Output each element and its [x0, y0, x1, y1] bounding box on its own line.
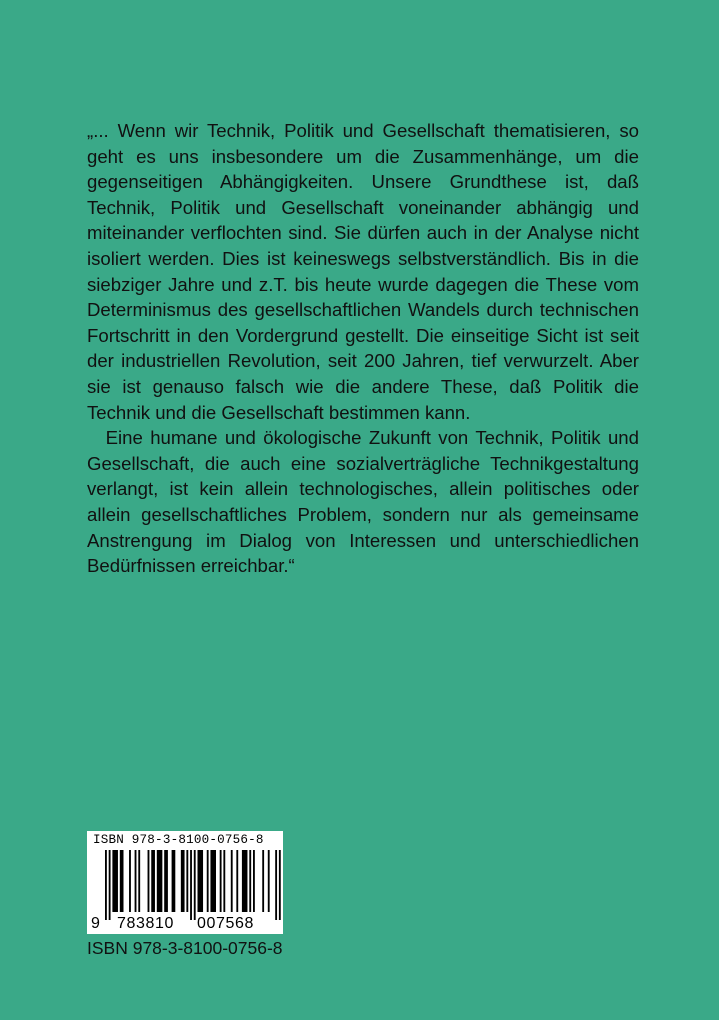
barcode-bar — [129, 850, 131, 912]
blurb-text — [87, 118, 639, 579]
barcode-guard-bar — [279, 850, 281, 920]
barcode-bar — [262, 850, 264, 912]
barcode-bar — [181, 850, 185, 912]
barcode-bar — [198, 850, 204, 912]
isbn-barcode — [87, 831, 283, 934]
barcode-bar — [207, 850, 209, 912]
barcode-bar — [236, 850, 238, 912]
barcode-guard-bar — [275, 850, 277, 920]
barcode-bar — [242, 850, 248, 912]
barcode-bar — [148, 850, 150, 912]
isbn-number: ISBN 978-3-8100-0756-8 — [87, 938, 283, 958]
barcode-bar — [135, 850, 137, 912]
barcode-bar — [112, 850, 118, 912]
barcode-bar — [268, 850, 270, 912]
barcode-bar — [253, 850, 255, 912]
barcode-digits-right: 007568 — [197, 915, 254, 932]
barcode-guard-bar — [190, 850, 192, 920]
barcode-bar — [249, 850, 251, 912]
barcode-bar — [151, 850, 155, 912]
barcode-digits-left: 783810 — [117, 915, 174, 932]
barcode-guard-bar — [105, 850, 107, 920]
barcode-bar — [164, 850, 168, 912]
barcode-bar — [210, 850, 216, 912]
barcode-bar — [138, 850, 140, 912]
barcode-bar — [157, 850, 163, 912]
blurb-paragraph-1: „... Wenn wir Technik, Politik und Gesellschaft thematisieren, so geht es uns insbesondere um die Zusammenhänge, um die gegenseitigen Abhängigkeiten. Unsere Grundthese ist, daß Technik, Politik und Gesellschaft voneinander abhängig und miteinander verflochten sind. Sie dürfen auch in der Analyse nicht isoliert werden. Dies ist keineswegs selbstverständlich. Bis in die siebziger Jahre und z.T. bis heute wurde dagegen die These vom Determinismus des gesellschaftlichen Wandels durch technischen Fortschritt in den Vordergrund gestellt. Die einseitige Sicht ist seit der industriellen Revolution, seit 200 Jahren, tief verwurzelt. Aber sie ist genauso falsch wie die andere These, daß Politik die Technik und die Gesellschaft bestimmen kann. — [87, 120, 639, 423]
barcode-bar — [120, 850, 124, 912]
blurb-paragraph-2: Eine humane und ökologische Zukunft von Technik, Politik und Gesellschaft, die auch eine sozialverträgliche Technikgestaltung verlangt, ist kein allein technologisches, allein politisches oder allein gesellschaftliches Problem, sondern nur als gemeinsame Anstrengung im Dialog von Interessen und unterschiedlichen Bedürfnissen erreichbar.“ — [87, 427, 639, 577]
barcode-isbn-label: ISBN 978-3-8100-0756-8 — [93, 833, 264, 847]
barcode-bar — [223, 850, 225, 912]
barcode-guard-bar — [194, 850, 196, 920]
barcode-bar — [186, 850, 188, 912]
barcode-digit-first: 9 — [91, 915, 100, 932]
barcode-bar — [172, 850, 176, 912]
barcode-guard-bar — [109, 850, 111, 920]
barcode-bar — [220, 850, 222, 912]
barcode-bar — [231, 850, 233, 912]
